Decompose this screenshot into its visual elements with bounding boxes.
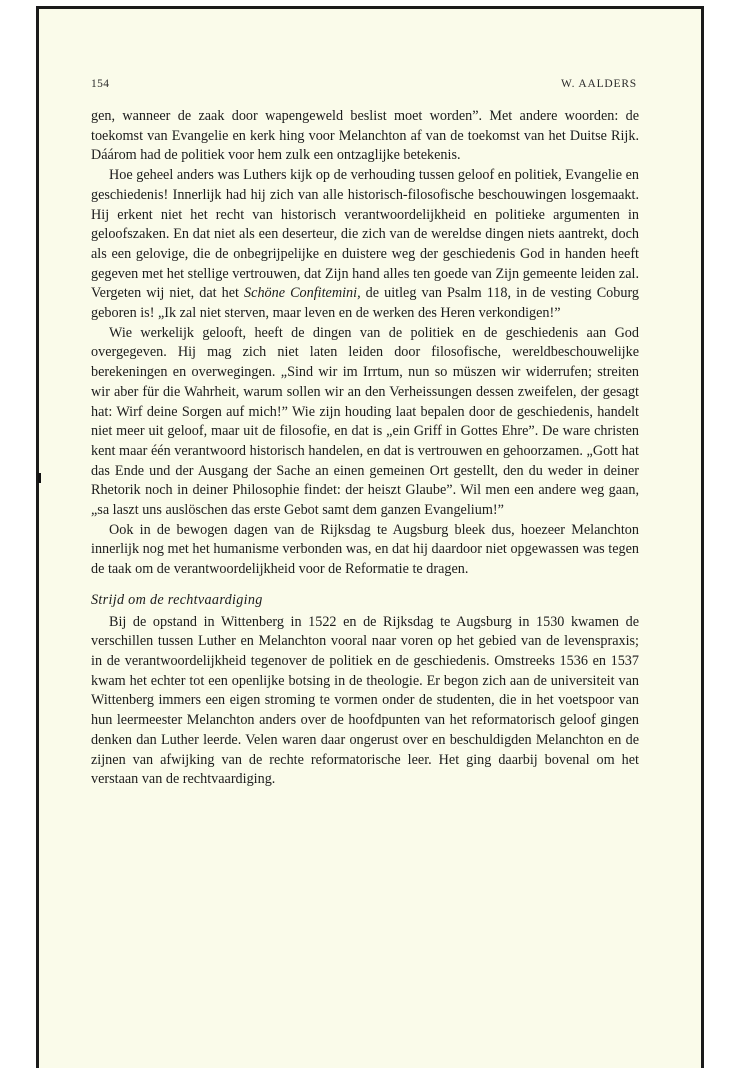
paragraph: Ook in de bewogen dagen van de Rijksdag te Augsburg bleek dus, hoezeer Melanchton innerlijk nog met het humanisme verbonden was, en dat hij daardoor niet opgewassen was tegen de taak om de verantwoordelijkheid voor de Reformatie te dragen. bbox=[91, 521, 639, 578]
body-text bbox=[91, 107, 639, 790]
page-number: 154 bbox=[91, 78, 110, 90]
running-author: W. AALDERS bbox=[561, 78, 637, 90]
paragraph-text: de uitleg van Psalm 118, in de vesting Coburg geboren is! „Ik zal niet sterven, maar leven en de werken des Heren verkondigen!” bbox=[91, 285, 640, 322]
italic-title: Schöne Confitemini, bbox=[244, 285, 361, 302]
paragraph: Wie werkelijk gelooft, heeft de dingen van de politiek en de geschiedenis aan God overgegeven. Hij mag zich niet laten leiden door filosofische, wereldbeschouwelijke berekeningen en overwegingen. „Sind wir im Irrtum, nun so müszen wir widerrufen; streiten wir aber für die Wahrheit, warum sollen wir an den Verheissungen dessen zweifelen, der gesagt hat: Wirf deine Sorgen auf mich!” Wie zijn houding laat bepalen door de geschiedenis, handelt niet meer uit geloof, maar uit de filosofie, en dat is „ein Griff in Gottes Ehre”. De ware christen kent maar één verantwoord historisch handelen, en dat is vertrouwen en gehoorzamen. „Gott hat das Ende und der Ausgang der Sache an einen gemeinen Ort gestellt, den du weder in deiner Rhetorik noch in deiner Philosophie findet: der heiszt Glaube”. Wil men een andere weg gaan, „sa laszt uns auslöschen das erste Gebot samt dem ganzen Evangelium!” bbox=[91, 324, 639, 519]
paragraph-text: Hoe geheel anders was Luthers kijk op de verhouding tussen geloof en politiek, Evangelie en geschiedenis! Innerlijk had hij zich van alle historisch-filosofische beschouwingen losgemaakt. Hij erkent niet het recht van historisch verantwoordelijkheid en politieke argumenten in geloofszaken. En dat niet als een deserteur, die zich van de wereldse dingen niets aantrekt, doch als een gelovige, die de onbegrijpelijke en duistere weg der geschiedenis God in handen heeft gegeven met het stellige vertrouwen, dat Zijn hand alles ten goede van Zijn gemeente leiden zal. Vergeten wij niet, dat het bbox=[91, 167, 639, 302]
paragraph bbox=[91, 166, 639, 324]
section-heading: Strijd om de rechtvaardiging bbox=[91, 591, 263, 608]
margin-mark bbox=[38, 473, 41, 483]
paragraph: gen, wanneer de zaak door wapengeweld beslist moet worden”. Met andere woorden: de toekomst van Evangelie en kerk hing voor Melanchton af van de toekomst van het Duitse Rijk. Dáárom had de politiek voor hem zulk een ontzaglijke betekenis. bbox=[91, 108, 639, 164]
paragraph: Bij de opstand in Wittenberg in 1522 en de Rijksdag te Augsburg in 1530 kwamen de verschillen tussen Luther en Melanchton vooral naar voren op het gebied van de levenspraxis; in de verantwoordelijkheid tegenover de politiek en de geschiedenis. Omstreeks 1536 en 1537 kwam het echter tot een openlijke botsing in de theologie. Er begon zich aan de universiteit van Wittenberg immers een eigen stroming te vormen onder de studenten, die in het voetspoor van hun leermeester Melanchton anders over de hoofdpunten van het reformatorisch geloof gingen denken dan Luther leerde. Velen waren daar ongerust over en beschuldigden Melanchton en de zijnen van afwijking van de rechte reformatorische leer. Het ging daarbij bovenal om het verstaan van de rechtvaardiging. bbox=[91, 613, 639, 788]
running-header bbox=[91, 78, 637, 96]
